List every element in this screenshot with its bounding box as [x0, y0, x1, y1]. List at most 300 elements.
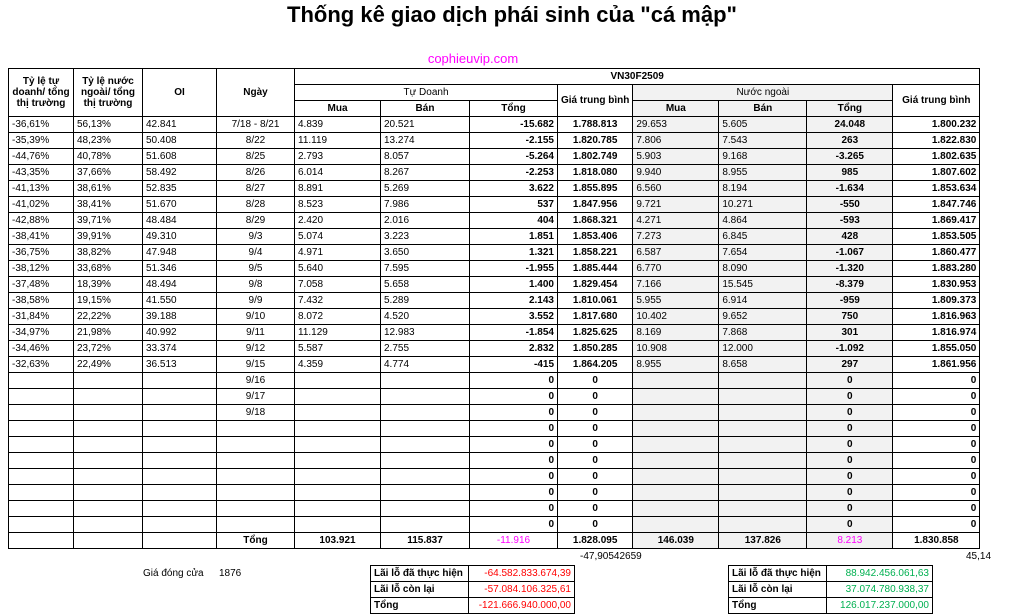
cell-ngay: 9/8 — [217, 277, 295, 293]
cell-tu-doanh-tong: -415 — [470, 357, 558, 373]
cell-ty-le-nuoc-ngoai: 18,39% — [74, 277, 143, 293]
cell-tu-doanh-mua: 4.839 — [295, 117, 381, 133]
cell-nuoc-ngoai-tong: -1.092 — [807, 341, 893, 357]
cell-tu-doanh-ban: 7.986 — [381, 197, 470, 213]
cell-nuoc-ngoai-gia-tb: 0 — [893, 517, 980, 533]
table-row — [9, 389, 980, 405]
cell-nuoc-ngoai-mua — [633, 485, 719, 501]
cell-tu-doanh-ban — [381, 421, 470, 437]
header-tu-doanh-mua: Mua — [295, 101, 381, 117]
cell-nuoc-ngoai-tong: 985 — [807, 165, 893, 181]
cell-nuoc-ngoai-tong: 0 — [807, 437, 893, 453]
cell-ty-le-tu-doanh: -32,63% — [9, 357, 74, 373]
cell-tu-doanh-ban: 20.521 — [381, 117, 470, 133]
cell-nuoc-ngoai-ban: 8.658 — [719, 357, 807, 373]
cell-nuoc-ngoai-ban — [719, 501, 807, 517]
cell-oi: 51.670 — [143, 197, 217, 213]
cell-tu-doanh-mua: 4.359 — [295, 357, 381, 373]
cell-oi: 48.484 — [143, 213, 217, 229]
cell-nuoc-ngoai-ban: 12.000 — [719, 341, 807, 357]
cell-ty-le-tu-doanh: -38,58% — [9, 293, 74, 309]
cell-nuoc-ngoai-gia-tb: 0 — [893, 453, 980, 469]
cell-ty-le-nuoc-ngoai — [74, 517, 143, 533]
cell-tu-doanh-mua: 8.523 — [295, 197, 381, 213]
cell-ty-le-nuoc-ngoai — [74, 373, 143, 389]
cell-nuoc-ngoai-gia-tb: 1.869.417 — [893, 213, 980, 229]
cell-nuoc-ngoai-gia-tb: 0 — [893, 437, 980, 453]
cell-nuoc-ngoai-ban — [719, 373, 807, 389]
cell-ty-le-tu-doanh — [9, 517, 74, 533]
cell-nuoc-ngoai-tong: -593 — [807, 213, 893, 229]
cell-tu-doanh-mua — [295, 453, 381, 469]
cell-nuoc-ngoai-mua — [633, 389, 719, 405]
pnl-label: Lãi lỗ còn lại — [371, 582, 469, 598]
pnl-label: Lãi lỗ đã thực hiện — [729, 566, 827, 582]
header-tu-doanh: Tự Doanh — [295, 85, 558, 101]
cell-tu-doanh-ban — [381, 485, 470, 501]
cell-oi — [143, 469, 217, 485]
cell-nuoc-ngoai-gia-tb: 1.816.974 — [893, 325, 980, 341]
table-row — [9, 261, 980, 277]
cell-ty-le-tu-doanh — [9, 373, 74, 389]
total-tu-doanh-gia-tb: 1.828.095 — [558, 533, 633, 549]
cell-nuoc-ngoai-tong: -550 — [807, 197, 893, 213]
table-row — [9, 181, 980, 197]
page-title: Thống kê giao dịch phái sinh của "cá mập" — [287, 2, 737, 27]
cell-ngay: 9/17 — [217, 389, 295, 405]
cell-oi: 52.835 — [143, 181, 217, 197]
cell-ty-le-tu-doanh — [9, 421, 74, 437]
cell-tu-doanh-mua: 5.640 — [295, 261, 381, 277]
cell-tu-doanh-tong: 1.321 — [470, 245, 558, 261]
cell-nuoc-ngoai-mua: 10.908 — [633, 341, 719, 357]
cell-tu-doanh-mua — [295, 389, 381, 405]
cell-oi — [143, 437, 217, 453]
cell-tu-doanh-tong: 537 — [470, 197, 558, 213]
header-tu-doanh-ban: Bán — [381, 101, 470, 117]
cell-nuoc-ngoai-tong: 0 — [807, 389, 893, 405]
cell-tu-doanh-ban: 2.016 — [381, 213, 470, 229]
cell-nuoc-ngoai-ban — [719, 469, 807, 485]
cell-ty-le-nuoc-ngoai — [74, 437, 143, 453]
cell-ty-le-nuoc-ngoai: 33,68% — [74, 261, 143, 277]
cell-oi: 41.550 — [143, 293, 217, 309]
cell-tu-doanh-ban — [381, 437, 470, 453]
total-nuoc-ngoai-ban: 137.826 — [719, 533, 807, 549]
cell-tu-doanh-ban: 8.057 — [381, 149, 470, 165]
cell-nuoc-ngoai-mua: 9.721 — [633, 197, 719, 213]
cell-tu-doanh-tong: 0 — [470, 421, 558, 437]
cell-nuoc-ngoai-tong: 0 — [807, 501, 893, 517]
cell-tu-doanh-gia-tb: 0 — [558, 501, 633, 517]
cell-ngay — [217, 453, 295, 469]
pnl-row — [371, 566, 575, 582]
cell-ty-le-nuoc-ngoai: 39,71% — [74, 213, 143, 229]
cell-nuoc-ngoai-mua: 7.806 — [633, 133, 719, 149]
cell-nuoc-ngoai-gia-tb: 1.855.050 — [893, 341, 980, 357]
cell-tu-doanh-gia-tb: 1.868.321 — [558, 213, 633, 229]
pnl-value: 88.942.456.061,63 — [827, 566, 933, 582]
cell-tu-doanh-mua — [295, 501, 381, 517]
cell-tu-doanh-tong: 3.552 — [470, 309, 558, 325]
pnl-label: Tổng — [371, 598, 469, 614]
cell-nuoc-ngoai-tong: -8.379 — [807, 277, 893, 293]
cell-tu-doanh-mua: 11.119 — [295, 133, 381, 149]
cell-ngay: 9/18 — [217, 405, 295, 421]
website-link[interactable]: cophieuvip.com — [427, 51, 519, 66]
cell-tu-doanh-tong: 404 — [470, 213, 558, 229]
cell-ty-le-tu-doanh — [9, 389, 74, 405]
header-nuoc-ngoai-ban: Bán — [719, 101, 807, 117]
cell-ty-le-nuoc-ngoai — [74, 485, 143, 501]
cell-tu-doanh-ban: 4.774 — [381, 357, 470, 373]
header-nuoc-ngoai-mua: Mua — [633, 101, 719, 117]
table-row — [9, 341, 980, 357]
cell-nuoc-ngoai-tong: 0 — [807, 421, 893, 437]
cell-tu-doanh-ban — [381, 405, 470, 421]
cell-nuoc-ngoai-ban — [719, 517, 807, 533]
table-row — [9, 453, 980, 469]
cell-nuoc-ngoai-mua — [633, 501, 719, 517]
cell-tu-doanh-ban: 3.650 — [381, 245, 470, 261]
cell-nuoc-ngoai-mua — [633, 437, 719, 453]
cell-tu-doanh-gia-tb: 0 — [558, 453, 633, 469]
pnl-value: -64.582.833.674,39 — [469, 566, 575, 582]
pnl-nuoc-ngoai-table — [728, 565, 933, 614]
cell-tu-doanh-ban: 3.223 — [381, 229, 470, 245]
total-row — [9, 533, 980, 549]
cell-nuoc-ngoai-gia-tb: 1.861.956 — [893, 357, 980, 373]
cell-tu-doanh-mua: 6.014 — [295, 165, 381, 181]
cell-tu-doanh-mua: 7.432 — [295, 293, 381, 309]
table-row — [9, 133, 980, 149]
cell-tu-doanh-gia-tb: 0 — [558, 517, 633, 533]
cell-nuoc-ngoai-tong: 0 — [807, 373, 893, 389]
cell-tu-doanh-mua — [295, 373, 381, 389]
total-tu-doanh-mua: 103.921 — [295, 533, 381, 549]
header-ty-le-nuoc-ngoai: Tỷ lệ nước ngoài/ tổng thị trường — [74, 69, 143, 117]
cell-nuoc-ngoai-mua: 7.166 — [633, 277, 719, 293]
cell-tu-doanh-mua: 7.058 — [295, 277, 381, 293]
cell-tu-doanh-tong: -15.682 — [470, 117, 558, 133]
cell-nuoc-ngoai-gia-tb: 0 — [893, 373, 980, 389]
pnl-row — [371, 598, 575, 614]
cell-nuoc-ngoai-gia-tb: 1.830.953 — [893, 277, 980, 293]
cell-nuoc-ngoai-ban: 4.864 — [719, 213, 807, 229]
cell-tu-doanh-gia-tb: 1.825.625 — [558, 325, 633, 341]
cell-tu-doanh-gia-tb: 1.802.749 — [558, 149, 633, 165]
cell-tu-doanh-gia-tb: 1.864.205 — [558, 357, 633, 373]
cell-ngay: 8/29 — [217, 213, 295, 229]
cell-ngay: 9/12 — [217, 341, 295, 357]
cell-tu-doanh-gia-tb: 1.853.406 — [558, 229, 633, 245]
cell-ty-le-tu-doanh: -43,35% — [9, 165, 74, 181]
header-tu-doanh-gia-tb: Giá trung bình — [558, 85, 633, 117]
cell-tu-doanh-mua: 11.129 — [295, 325, 381, 341]
cell-tu-doanh-ban: 7.595 — [381, 261, 470, 277]
cell-ty-le-nuoc-ngoai: 48,23% — [74, 133, 143, 149]
cell-oi: 58.492 — [143, 165, 217, 181]
cell-ty-le-tu-doanh: -38,12% — [9, 261, 74, 277]
cell-nuoc-ngoai-gia-tb: 1.800.232 — [893, 117, 980, 133]
cell-ty-le-nuoc-ngoai: 22,49% — [74, 357, 143, 373]
cell-ty-le-tu-doanh — [9, 405, 74, 421]
cell-oi: 39.188 — [143, 309, 217, 325]
cell-ty-le-tu-doanh — [9, 469, 74, 485]
cell-tu-doanh-tong: 2.143 — [470, 293, 558, 309]
cell-nuoc-ngoai-mua — [633, 517, 719, 533]
cell-nuoc-ngoai-gia-tb: 0 — [893, 405, 980, 421]
cell-tu-doanh-ban: 8.267 — [381, 165, 470, 181]
cell-oi: 48.494 — [143, 277, 217, 293]
cell-nuoc-ngoai-ban: 7.868 — [719, 325, 807, 341]
cell-nuoc-ngoai-gia-tb: 1.802.635 — [893, 149, 980, 165]
cell-nuoc-ngoai-mua — [633, 373, 719, 389]
cell-tu-doanh-ban — [381, 469, 470, 485]
cell-ngay — [217, 421, 295, 437]
cell-ty-le-tu-doanh: -42,88% — [9, 213, 74, 229]
cell-tu-doanh-mua — [295, 437, 381, 453]
cell-tu-doanh-gia-tb: 1.850.285 — [558, 341, 633, 357]
table-row — [9, 277, 980, 293]
tu-doanh-diff-note: -47,90542659 — [580, 551, 642, 562]
cell-ty-le-nuoc-ngoai — [74, 453, 143, 469]
cell-ty-le-nuoc-ngoai: 37,66% — [74, 165, 143, 181]
cell-nuoc-ngoai-ban: 7.654 — [719, 245, 807, 261]
cell-ty-le-nuoc-ngoai: 21,98% — [74, 325, 143, 341]
table-row — [9, 325, 980, 341]
cell-ngay: 8/28 — [217, 197, 295, 213]
cell-tu-doanh-tong: -1.955 — [470, 261, 558, 277]
cell-oi — [143, 517, 217, 533]
cell-nuoc-ngoai-ban: 8.194 — [719, 181, 807, 197]
cell-tu-doanh-tong: 0 — [470, 469, 558, 485]
cell-tu-doanh-tong: 0 — [470, 453, 558, 469]
total-label: Tổng — [217, 533, 295, 549]
cell-tu-doanh-ban: 5.289 — [381, 293, 470, 309]
cell-nuoc-ngoai-mua: 5.955 — [633, 293, 719, 309]
table-row — [9, 485, 980, 501]
cell-tu-doanh-mua — [295, 421, 381, 437]
cell-tu-doanh-gia-tb: 1.829.454 — [558, 277, 633, 293]
cell-nuoc-ngoai-gia-tb: 1.807.602 — [893, 165, 980, 181]
table-row — [9, 213, 980, 229]
cell-ty-le-tu-doanh: -36,75% — [9, 245, 74, 261]
cell-tu-doanh-gia-tb: 1.810.061 — [558, 293, 633, 309]
nuoc-ngoai-diff-note: 45,14 — [966, 551, 992, 562]
cell-nuoc-ngoai-gia-tb: 0 — [893, 469, 980, 485]
pnl-row — [729, 582, 933, 598]
table-row — [9, 469, 980, 485]
cell-tu-doanh-tong: 3.622 — [470, 181, 558, 197]
cell-nuoc-ngoai-mua: 6.560 — [633, 181, 719, 197]
cell-tu-doanh-ban — [381, 517, 470, 533]
table-row — [9, 437, 980, 453]
table-row — [9, 165, 980, 181]
cell-ty-le-tu-doanh: -44,76% — [9, 149, 74, 165]
cell-ngay: 9/15 — [217, 357, 295, 373]
cell-ty-le-nuoc-ngoai: 40,78% — [74, 149, 143, 165]
table-row — [9, 357, 980, 373]
cell-oi: 51.608 — [143, 149, 217, 165]
cell-nuoc-ngoai-gia-tb: 0 — [893, 421, 980, 437]
pnl-value: 126.017.237.000,00 — [827, 598, 933, 614]
total-nuoc-ngoai-mua: 146.039 — [633, 533, 719, 549]
cell-tu-doanh-ban: 4.520 — [381, 309, 470, 325]
cell-tu-doanh-tong: 0 — [470, 485, 558, 501]
cell-ngay — [217, 469, 295, 485]
cell-tu-doanh-gia-tb: 0 — [558, 469, 633, 485]
cell-nuoc-ngoai-tong: -959 — [807, 293, 893, 309]
pnl-row — [729, 598, 933, 614]
cell-tu-doanh-mua: 8.891 — [295, 181, 381, 197]
cell-ngay: 8/22 — [217, 133, 295, 149]
cell-ty-le-tu-doanh: -35,39% — [9, 133, 74, 149]
cell-ngay: 9/3 — [217, 229, 295, 245]
cell-nuoc-ngoai-ban: 7.543 — [719, 133, 807, 149]
cell-oi — [143, 453, 217, 469]
cell-nuoc-ngoai-gia-tb: 0 — [893, 501, 980, 517]
cell-tu-doanh-mua — [295, 485, 381, 501]
cell-oi: 51.346 — [143, 261, 217, 277]
cell-tu-doanh-ban — [381, 389, 470, 405]
cell-tu-doanh-tong: 0 — [470, 373, 558, 389]
cell-tu-doanh-gia-tb: 1.818.080 — [558, 165, 633, 181]
cell-tu-doanh-gia-tb: 1.817.680 — [558, 309, 633, 325]
cell-nuoc-ngoai-ban — [719, 453, 807, 469]
cell-nuoc-ngoai-gia-tb: 0 — [893, 485, 980, 501]
cell-ty-le-nuoc-ngoai — [74, 421, 143, 437]
cell-nuoc-ngoai-ban — [719, 405, 807, 421]
cell-nuoc-ngoai-tong: -3.265 — [807, 149, 893, 165]
cell-ngay: 8/25 — [217, 149, 295, 165]
cell-tu-doanh-ban — [381, 453, 470, 469]
cell-nuoc-ngoai-ban — [719, 485, 807, 501]
cell-tu-doanh-mua — [295, 405, 381, 421]
table-row — [9, 229, 980, 245]
cell-tu-doanh-gia-tb: 1.855.895 — [558, 181, 633, 197]
cell-tu-doanh-gia-tb: 0 — [558, 373, 633, 389]
cell-tu-doanh-mua: 8.072 — [295, 309, 381, 325]
cell-nuoc-ngoai-tong: 750 — [807, 309, 893, 325]
cell-nuoc-ngoai-mua — [633, 421, 719, 437]
closing-price-label: Giá đóng cửa — [143, 568, 204, 579]
cell-ty-le-tu-doanh: -31,84% — [9, 309, 74, 325]
header-oi: OI — [143, 69, 217, 117]
cell-nuoc-ngoai-tong: 0 — [807, 453, 893, 469]
cell-tu-doanh-ban: 5.658 — [381, 277, 470, 293]
cell-nuoc-ngoai-gia-tb: 1.847.746 — [893, 197, 980, 213]
cell-oi: 36.513 — [143, 357, 217, 373]
table-row — [9, 245, 980, 261]
cell-oi: 40.992 — [143, 325, 217, 341]
cell-tu-doanh-ban — [381, 373, 470, 389]
cell-nuoc-ngoai-tong: 428 — [807, 229, 893, 245]
cell-nuoc-ngoai-ban: 10.271 — [719, 197, 807, 213]
cell-nuoc-ngoai-ban: 8.090 — [719, 261, 807, 277]
cell-ngay: 8/26 — [217, 165, 295, 181]
total-nuoc-ngoai-gia-tb: 1.830.858 — [893, 533, 980, 549]
cell-nuoc-ngoai-ban: 6.914 — [719, 293, 807, 309]
cell-ngay: 9/5 — [217, 261, 295, 277]
cell-nuoc-ngoai-mua — [633, 453, 719, 469]
cell-nuoc-ngoai-gia-tb: 1.809.373 — [893, 293, 980, 309]
cell-tu-doanh-mua: 2.793 — [295, 149, 381, 165]
cell-tu-doanh-mua: 5.074 — [295, 229, 381, 245]
cell-oi — [143, 421, 217, 437]
cell-nuoc-ngoai-ban — [719, 421, 807, 437]
cell-tu-doanh-gia-tb: 0 — [558, 389, 633, 405]
cell-oi: 50.408 — [143, 133, 217, 149]
cell-ngay: 9/16 — [217, 373, 295, 389]
cell-nuoc-ngoai-tong: 297 — [807, 357, 893, 373]
cell-tu-doanh-gia-tb: 0 — [558, 485, 633, 501]
cell-ty-le-tu-doanh: -38,41% — [9, 229, 74, 245]
cell-tu-doanh-ban: 12.983 — [381, 325, 470, 341]
header-ngay: Ngày — [217, 69, 295, 117]
cell-ty-le-tu-doanh — [9, 485, 74, 501]
cell-tu-doanh-tong: 0 — [470, 389, 558, 405]
cell-nuoc-ngoai-mua: 10.402 — [633, 309, 719, 325]
cell-oi — [143, 389, 217, 405]
cell-nuoc-ngoai-ban: 6.845 — [719, 229, 807, 245]
cell-ty-le-tu-doanh: -34,46% — [9, 341, 74, 357]
closing-price-value: 1876 — [219, 568, 242, 579]
cell-ty-le-nuoc-ngoai: 19,15% — [74, 293, 143, 309]
pnl-tu-doanh-table — [370, 565, 575, 614]
cell-tu-doanh-gia-tb: 1.820.785 — [558, 133, 633, 149]
table-row — [9, 517, 980, 533]
cell-oi — [143, 405, 217, 421]
cell-tu-doanh-tong: -1.854 — [470, 325, 558, 341]
cell-ty-le-nuoc-ngoai: 38,82% — [74, 245, 143, 261]
table-row — [9, 309, 980, 325]
pnl-label: Lãi lỗ đã thực hiện — [371, 566, 469, 582]
header-tu-doanh-tong: Tổng — [470, 101, 558, 117]
cell-nuoc-ngoai-tong: 0 — [807, 485, 893, 501]
cell-nuoc-ngoai-gia-tb: 1.816.963 — [893, 309, 980, 325]
cell-ty-le-tu-doanh: -36,61% — [9, 117, 74, 133]
total-nuoc-ngoai-tong: 8.213 — [807, 533, 893, 549]
cell-tu-doanh-ban — [381, 501, 470, 517]
cell-oi — [143, 373, 217, 389]
cell-tu-doanh-tong: -2.253 — [470, 165, 558, 181]
cell-ngay: 8/27 — [217, 181, 295, 197]
cell-ty-le-nuoc-ngoai: 56,13% — [74, 117, 143, 133]
cell-tu-doanh-gia-tb: 1.788.813 — [558, 117, 633, 133]
cell-nuoc-ngoai-gia-tb: 1.853.505 — [893, 229, 980, 245]
cell-tu-doanh-tong: 1.400 — [470, 277, 558, 293]
pnl-row — [371, 582, 575, 598]
table-row — [9, 405, 980, 421]
cell-tu-doanh-mua: 4.971 — [295, 245, 381, 261]
cell-nuoc-ngoai-mua: 9.940 — [633, 165, 719, 181]
cell-ty-le-nuoc-ngoai: 39,91% — [74, 229, 143, 245]
cell-ty-le-tu-doanh: -34,97% — [9, 325, 74, 341]
cell-nuoc-ngoai-mua: 8.169 — [633, 325, 719, 341]
cell-ty-le-tu-doanh — [9, 501, 74, 517]
cell-nuoc-ngoai-gia-tb: 1.883.280 — [893, 261, 980, 277]
cell-nuoc-ngoai-mua: 6.770 — [633, 261, 719, 277]
total-tu-doanh-tong: -11.916 — [470, 533, 558, 549]
cell-tu-doanh-tong: -2.155 — [470, 133, 558, 149]
cell-tu-doanh-gia-tb: 1.847.956 — [558, 197, 633, 213]
header-nuoc-ngoai: Nước ngoài — [633, 85, 893, 101]
cell-nuoc-ngoai-ban: 8.955 — [719, 165, 807, 181]
cell-nuoc-ngoai-tong: -1.634 — [807, 181, 893, 197]
cell-tu-doanh-ban: 2.755 — [381, 341, 470, 357]
header-nuoc-ngoai-tong: Tổng — [807, 101, 893, 117]
